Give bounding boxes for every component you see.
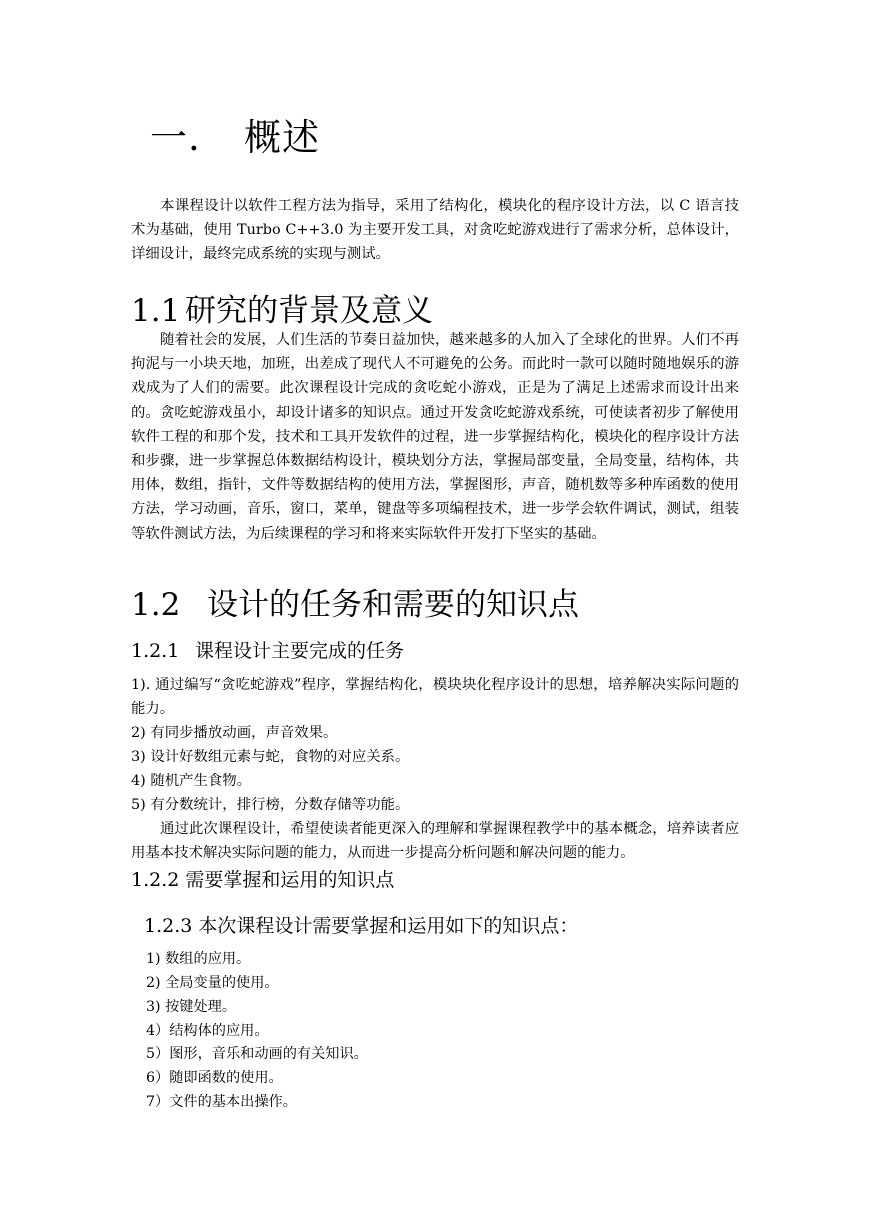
section-1-1-body: 随着社会的发展，人们生活的节奏日益加快，越来越多的人加入了全球化的世界。人们不再拘泥与一小块天地，加班，出差成了现代人不可避免的公务。而此时一款可以随时随地娱乐的游戏成为了人们的需要。此次课程设计完成的贪吃蛇小游戏，正是为了满足上述需求而设计出来的。贪吃蛇游戏虽小，却设计诸多的知识点。通过开发贪吃蛇游戏系统，可使读者初步了解使用软件工程的和那个发，技术和工具开发软件的过程，进一步掌握结构化，模块化的程序设计方法和步骤，进一步掌握总体数据结构设计，模块划分方法，掌握局部变量，全局变量，结构体，共用体，数组，指针，文件等数据结构的使用方法，掌握图形，声音，随机数等多种库函数的使用方法，学习动画，音乐，窗口，菜单，键盘等多项编程技术，进一步学会软件调试，测试，组装等软件测试方法，为后续课程的学习和将来实际软件开发打下坚实的基础。 [131,332,739,542]
chapter-number: 一. [150,116,201,159]
chapter-heading [150,112,320,164]
section-1-1-title: 研究的背景及意义 [185,293,433,329]
section-1-2-2-heading: 1.2.2 需要掌握和运用的知识点 [131,869,395,891]
task-item-5: 5) 有分数统计，排行榜，分数存储等功能。 [131,797,410,813]
section-1-2-1-title: 课程设计主要完成的任务 [195,640,405,662]
task-item-3: 3) 设计好数组元素与蛇，食物的对应关系。 [131,749,410,765]
section-1-2-1-heading [131,637,404,665]
knowledge-item-1: 1) 数组的应用。 [146,951,251,967]
section-1-1-heading [131,289,433,333]
task-item-4: 4) 随机产生食物。 [131,773,252,789]
section-1-2-number: 1.2 [131,587,181,623]
knowledge-item-5: 5）图形，音乐和动画的有关知识。 [146,1046,368,1062]
knowledge-item-6: 6）随即函数的使用。 [146,1070,283,1086]
intro-paragraph: 本课程设计以软件工程方法为指导，采用了结构化，模块化的程序设计方法，以 C 语言技术为基础，使用 Turbo C++3.0 为主要开发工具，对贪吃蛇游戏进行了需求分析，总体设计，详细设计，最终完成系统的实现与测试。 [131,198,739,263]
task-summary: 通过此次课程设计，希望使读者能更深入的理解和掌握课程教学中的基本概念，培养读者应用基本技术解决实际问题的能力，从而进一步提高分析问题和解决问题的能力。 [131,821,739,862]
section-1-1-number: 1.1 [131,293,181,329]
knowledge-item-2: 2) 全局变量的使用。 [146,975,279,991]
section-1-2-heading [131,583,579,627]
section-1-2-3-heading: 1.2.3 本次课程设计需要掌握和运用如下的知识点： [144,915,579,937]
knowledge-item-7: 7）文件的基本出操作。 [146,1094,297,1110]
knowledge-item-3: 3) 按键处理。 [146,999,237,1015]
task-item-1: 1). 通过编写“贪吃蛇游戏”程序，掌握结构化，模块块化程序设计的思想，培养解决实际问题的能力。 [131,677,739,717]
section-1-2-title: 设计的任务和需要的知识点 [207,587,579,623]
chapter-title: 概述 [244,116,320,159]
knowledge-item-4: 4）结构体的应用。 [146,1023,269,1039]
section-1-2-1-number: 1.2.1 [131,640,180,662]
task-item-2: 2) 有同步播放动画，声音效果。 [131,725,338,741]
